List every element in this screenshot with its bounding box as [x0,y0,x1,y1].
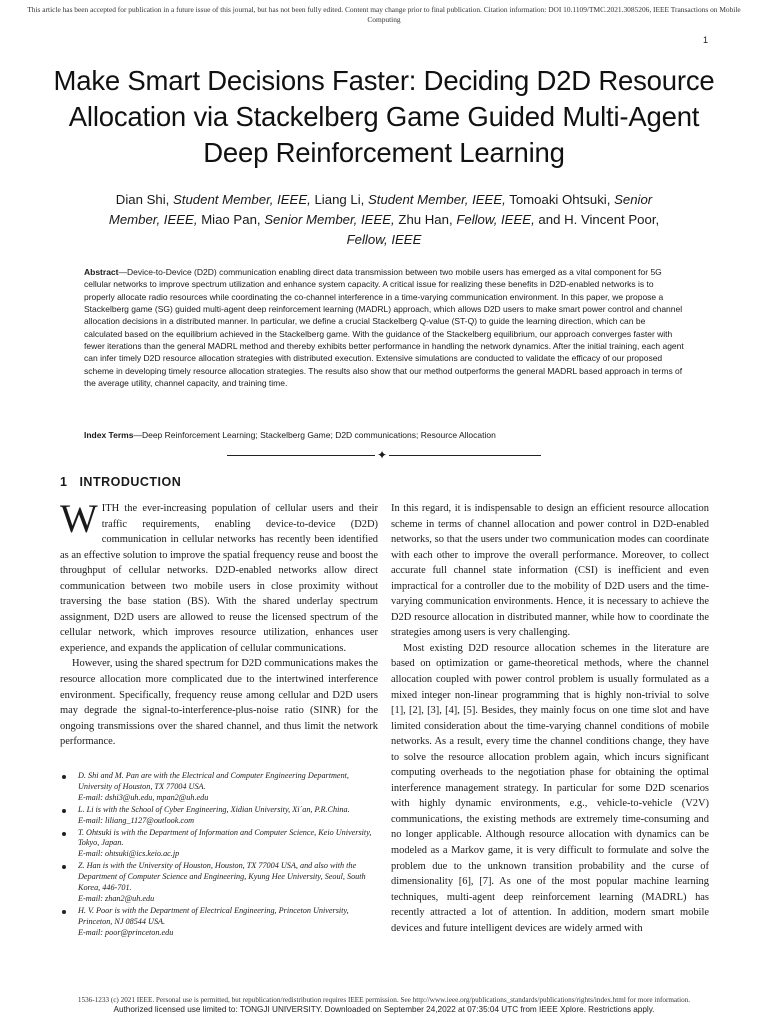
footnote-email: E-mail: poor@princeton.edu [78,927,174,937]
index-terms-label: Index Terms [84,430,134,440]
footnote-affiliation: Z. Han is with the University of Houston, Houston, TX 77004 USA, and also with the Department of Computer Science and Engineering, Kyung Hee University, Seoul, South Korea, 446-701. [78,861,366,893]
body-paragraph: In this regard, it is indispensable to design an efficient resource allocation scheme in terms of channel allocation and power control in D2D-enabled networks, so that the users under two communication modes can coordinate with each other to improve the overall performance. Moreover, to collect accurate full channel state information (CSI) is inefficient and even impractical for a controller due to the mobility of D2D users and the time-varying communication environments. Hence, it is necessary to achieve the D2D resource allocation in distributed manner, while how to coordinate the strategies among users is very challenging. [391,503,709,639]
paragraph-text: the ever-increasing population of cellular users and their traffic requirements, enabling device-to-device (D2D) communication in cellular networks has recently been identified as an effective solution to improve the spatial frequency reuse and boost the throughput of cellular networks. D2D-enabled networks allow direct communication between two mobile users in close proximity without traversing the base station (BS). With the shared underlay spectrum assignment, D2D users are allowed to reuse the licensed spectrum of the cellular network, which improves resource utilization, enhances user experience, and expands the application of cellular communications. [60,503,378,654]
footnote-email: E-mail: dshi3@uh.edu, mpan2@uh.edu [78,792,209,802]
affiliation-footnotes [60,771,378,940]
dropcap: W [60,496,98,541]
footnote-email: E-mail: zhan2@uh.edu [78,893,155,903]
footnote-email: E-mail: liliang_1127@outlook.com [78,815,195,825]
footnote-item [60,861,378,905]
footnote-item [60,771,378,804]
abstract-text: —Device-to-Device (D2D) communication enabling direct data transmission between two mobile users has emerged as a vital component for 5G cellular networks to improve spectrum utilization and enhance system capacity. A critical issue for realizing these benefits in D2D-enabled networks is to properly allocate radio resources while coordinating the co-channel interference in a time-varying communication environment. In this paper, we propose a Stackelberg game (SG) guided multi-agent deep reinforcement learning (MADRL) approach, which allows D2D users to make smart power control and channel allocation decisions in a distributed manner. In particular, we define a crucial Stackelberg Q-value (ST-Q) to guide the learning direction, which can be calculated based on the equilibrium achieved in the Stackelberg game. With the guidance of the Stackelberg equilibrium, our approach converges faster with fewer iterations than the general MADRL method and thereby exhibits better performance in handling the network dynamics. After the initial training, each agent can infer timely D2D resource allocation strategies with distributed execution. Extensive simulations are conducted to validate the efficacy of our proposed scheme in developing timely resource allocation strategies. The results also show that our method outperforms the general MADRL based approach in terms of the average utility, channel capacity, and training time. [84,267,684,389]
footnote-item [60,805,378,827]
author-role: Student Member, IEEE, [368,192,506,207]
paper-title: Make Smart Decisions Faster: Deciding D2D Resource Allocation via Stackelberg Game Guided Multi-Agent Deep Reinforcement Learning [53,65,715,168]
page-number: 1 [702,35,708,45]
footnote-affiliation: T. Ohtsuki is with the Department of Information and Computer Science, Keio University, Tokyo, Japan. [78,827,372,848]
footnote-affiliation: L. Li is with the School of Cyber Engineering, Xidian University, Xi´an, P.R.China. [78,804,350,814]
footnote-item [60,906,378,939]
intro-paragraph [60,496,378,656]
author-role: Senior Member, IEEE, [264,212,395,227]
author-role: Fellow, IEEE [346,232,422,247]
section-heading [60,475,181,489]
abstract [84,266,684,389]
author-name: Liang Li, [314,192,365,207]
dropcap-lead: ITH [101,503,120,514]
author-list [90,190,678,250]
index-terms-text: —Deep Reinforcement Learning; Stackelberg Game; D2D communications; Resource Allocation [133,430,496,440]
footnote-item [60,828,378,861]
author-name: and H. Vincent Poor, [538,212,660,227]
index-terms [84,429,684,441]
left-column [60,496,378,750]
section-title: INTRODUCTION [79,475,182,489]
footer-authorized-use: Authorized licensed use limited to: TONGJI UNIVERSITY. Downloaded on September 24,2022 at 07:35:04 UTC from IEEE Xplore. Restrictions apply. [113,1005,655,1014]
abstract-label: Abstract [84,267,119,277]
author-role: Fellow, IEEE, [456,212,535,227]
author-role: Senior Member, IEEE, [108,192,653,227]
author-role: Student Member, IEEE, [172,192,311,207]
footnote-email: E-mail: ohtsuki@ics.keio.ac.jp [78,849,180,859]
author-name: Miao Pan, [201,212,261,227]
footer-copyright: 1536-1233 (c) 2021 IEEE. Personal use is permitted, but republication/redistribution requires IEEE permission. See http://www.ieee.org/publications_standards/publications/rights/index.html for more information. [77,996,691,1004]
body-paragraph: Most existing D2D resource allocation schemes in the literature are based on optimization or game-theoretical methods, where the channel allocation coupled with power control problem is usually formulated as a mixed integer non-linear programming that is highly non-trivial to solve [1], [2], [3], [4], [5]. Besides, they mainly focus on one time slot and have limited consideration about the time-varying channel conditions of mobile networks. As a result, every time the channel conditions change, they have to solve the resource allocation problem again, which incurs significant computing overheads to the negotiation phase for obtaining the optimal interference management strategy. In particular for some D2D scenarios with highly dynamic environments, e.g., vehicle-to-vehicle (V2V) communications, the existing methods are extremely time-consuming and no longer applicable. Although resource allocation with dynamics can be modeled as a Markov game, it is very difficult to formulate and solve the problem due to the unknown transition probability and the curse of dimensionality [6], [7]. As one of the most popular machine learning techniques, multi-agent deep reinforcement learning (MADRL) has recently attracted a lot of attention. In addition, modern smart mobile devices and future intelligent devices are widely armed with [391,642,709,934]
author-name: Dian Shi, [115,192,170,207]
author-name: Zhu Han, [398,212,453,227]
header-notice: This article has been accepted for publication in a future issue of this journal, but has not been fully edited. Content may change prior to final publication. Citation information: DOI 10.1109/TMC.2021.3085206, IEEE Transactions on Mobile Computing [27,5,741,24]
right-column [391,501,709,936]
author-name: Tomoaki Ohtsuki, [509,192,611,207]
section-number: 1 [60,475,68,489]
divider-diamond-icon: ✦ [377,448,388,462]
footnote-affiliation: H. V. Poor is with the Department of Electrical Engineering, Princeton University, Princeton, NJ 08544 USA. [78,905,349,926]
body-paragraph: However, using the shared spectrum for D2D communications makes the resource allocation more complicated due to the intertwined interference environment. Specifically, frequency reuse among cellular and D2D users may degrade the signal-to-interference-plus-noise ratio (SINR) for the ongoing transmissions over the shared channel, and thus limit the network performance. [60,658,378,748]
footnote-affiliation: D. Shi and M. Pan are with the Electrical and Computer Engineering Department, University of Houston, TX 77004 USA. [78,771,349,791]
